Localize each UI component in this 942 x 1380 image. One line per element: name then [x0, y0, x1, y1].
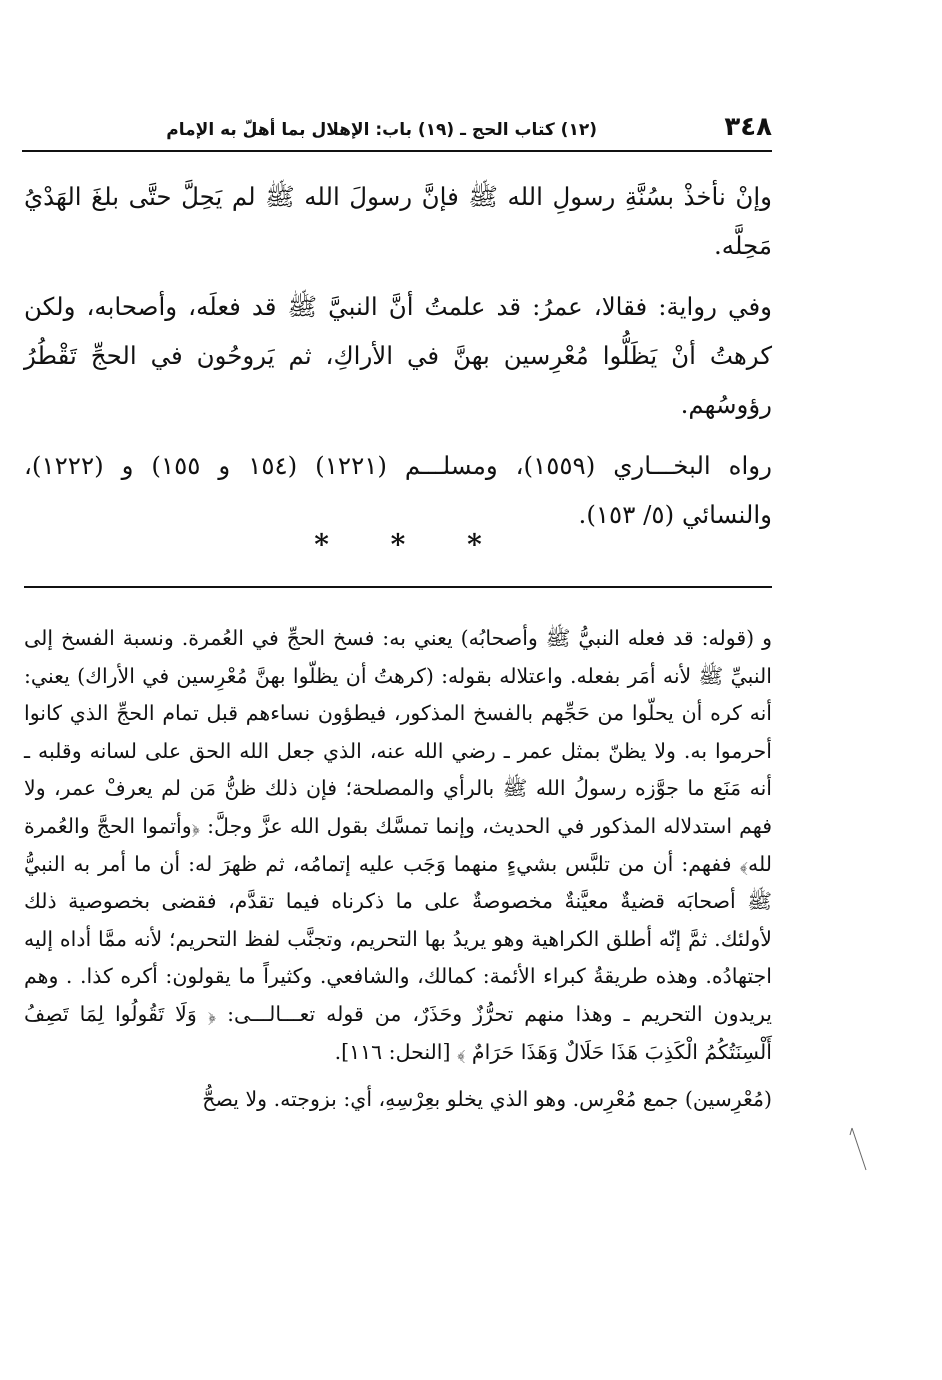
main-paragraph: وفي رواية: فقالا، عمرُ: قد علمتُ أنَّ النبيَّ ﷺ قد فعلَه، وأصحابه، ولكن كرهتُ أنْ يَظَلُّوا مُعْرِسين بهنَّ في الأراكِ، ثم يَروحُون في الحجِّ تَقْطُرُ رؤوسُهم.	[24, 292, 772, 419]
main-paragraph: وإنْ نأخذْ بسُنَّةِ رسولِ الله ﷺ فإنَّ رسولَ الله ﷺ لم يَحِلَّ حتَّى بلغَ الهَدْيُ مَحِلَّه.	[24, 182, 772, 260]
asterisk: *	[314, 528, 329, 561]
margin-pencil-mark	[848, 1126, 870, 1174]
asterisk: *	[390, 528, 406, 561]
running-title: (١٢) كتاب الحج ـ (١٩) باب: الإهلال بما أهلّ به الإمام	[166, 120, 597, 140]
asterisk: *	[467, 528, 482, 561]
main-text	[24, 172, 772, 551]
commentary-paragraph: (مُعْرِسين) جمع مُعْرِس. وهو الذي يخلو بعِرْسِهِ، أي: بزوجته. ولا يصحُّ	[202, 1087, 772, 1112]
commentary-text	[24, 620, 772, 1119]
commentary-paragraph: و (قوله: قد فعله النبيُّ ﷺ وأصحابُه) يعني به: فسخ الحجِّ في العُمرة. ونسبة الفسخ إلى النبيِّ ﷺ لأنه أمَر بفعله. واعتلاله بقوله: (كرهتُ أن يظلّوا بهنَّ مُعْرِسين في الأراك) يعني: أنه كره أن يحلّوا من حَجِّهم بالفسخ المذكور، فيطؤون نساءهم قبل تمام الحجِّ الذي كانوا أحرموا به. ولا يظنّ بمثل عمر ـ رضي الله عنه، الذي جعل الله الحق على لسانه وقلبه ـ أنه مَنَع ما جوَّزه رسولُ الله ﷺ بالرأي والمصلحة؛ فإن ذلك ظنُّ مَن لم يعرفْ عمر، ولا فهم استدلاله المذكور في الحديث، وإنما تمسَّك بقول الله عزَّ وجلَّ: ﴿وأتموا الحجَّ والعُمرة لله﴾ ففهم: أن من تلبَّس بشيءٍ منهما وَجَب عليه إتمامُه، ثم ظهرَ له: أن ما أمر به النبيُّ ﷺ أصحابَه قضيةٌ معيَّنةٌ مخصوصةٌ على ما ذكرناه فيما تقدَّم، فقضى بخصوصية ذلك لأولئك. ثمَّ إنّه أطلق الكراهية وهو يريدُ بها التحريم، وتجنَّب لفظ التحريم؛ لأنه ممَّا أداه إليه اجتهادُه. وهذه طريقةُ كبراء الأئمة: كمالك، والشافعي. وكثيراً ما يقولون: أكره كذا. . وهم يريدون التحريم ـ وهذا منهم تحرُّزٌ وحَذَرٌ، من قوله تعـــالـــى: ﴿ وَلَا تَقُولُوا لِمَا تَصِفُ أَلْسِنَتُكُمُ الْكَذِبَ هَذَا حَلَالٌ وَهَذَا حَرَامٌ ﴾ [النحل: ١١٦].	[24, 626, 772, 1064]
page-header	[22, 110, 772, 152]
hadith-source-paragraph: رواه البخـــاري (١٥٥٩)، ومسلـــم (١٢٢١) (١٥٤ و ١٥٥) و (١٢٢٢)، والنسائي (٥/ ١٥٣).	[24, 451, 772, 529]
page-number: ٣٤٨	[724, 112, 772, 142]
section-divider-asterisks	[24, 528, 772, 561]
footnote-separator-line	[24, 586, 772, 588]
